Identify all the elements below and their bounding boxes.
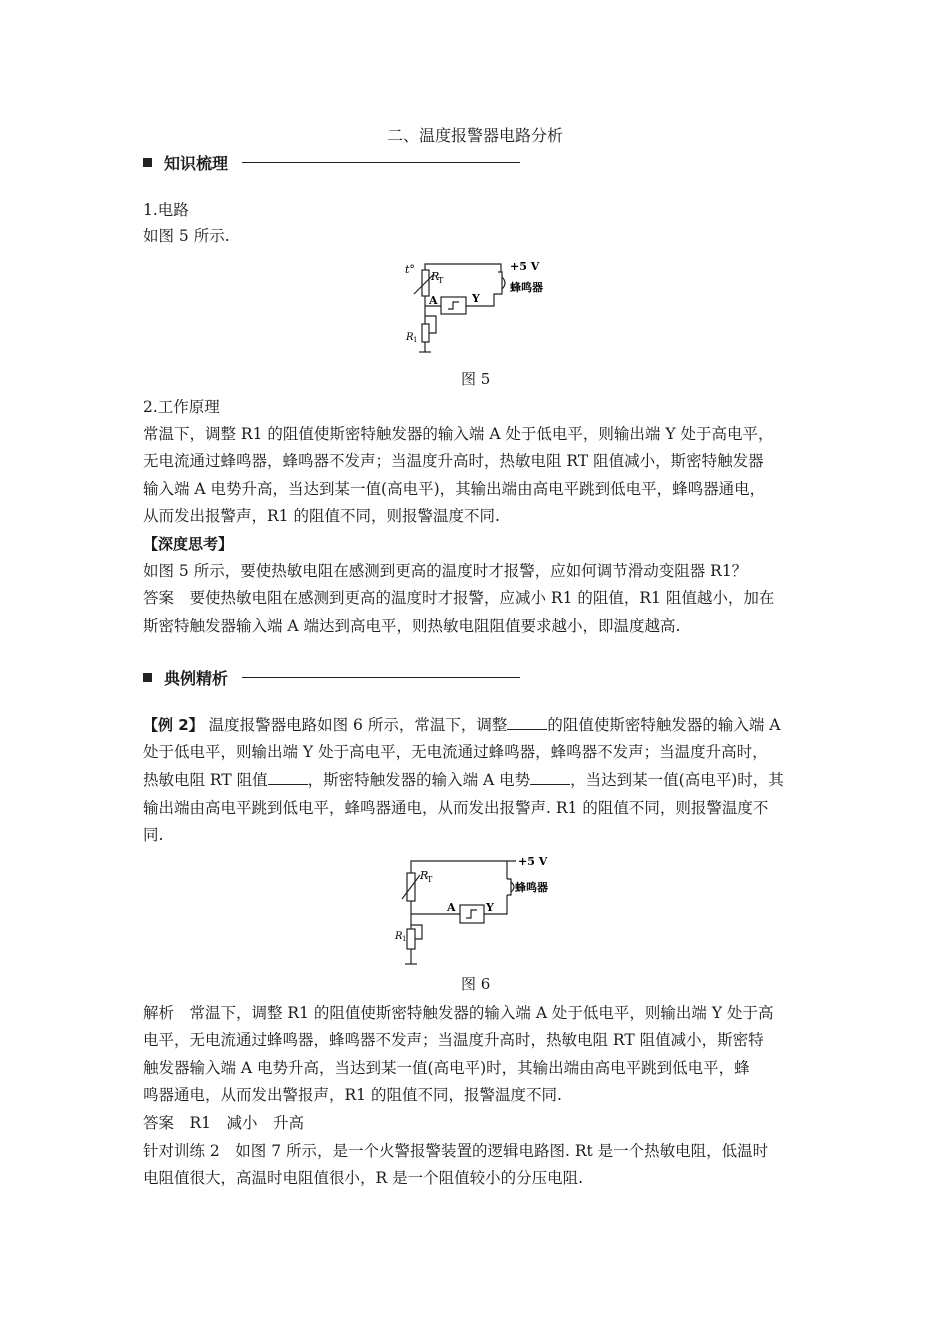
figure-6-caption: 图 6 (461, 975, 491, 993)
resistor-r1 (422, 324, 429, 342)
answer-blank[interactable] (268, 770, 308, 785)
example-line-5: 同. (143, 826, 164, 844)
principle-heading: 2.工作原理 (143, 398, 220, 416)
fig6-rt-label: R (420, 869, 429, 882)
section-heading-knowledge (143, 150, 520, 174)
section-rule (242, 162, 520, 163)
example-line-3 (143, 768, 784, 792)
fig6-rt-sub: T (427, 875, 433, 884)
schmitt-trigger (460, 905, 484, 923)
example-line-1 (143, 713, 780, 737)
buzzer-body (498, 272, 502, 294)
figure-5-caption: 图 5 (461, 370, 491, 388)
figure-6-circuit (394, 853, 564, 973)
example-text: 热敏电阻 RT 阻值 (143, 771, 268, 789)
answer-line: 答案 R1 减小 升高 (143, 1114, 305, 1132)
wire-y (466, 294, 498, 306)
example-label: 【例 2】 (143, 716, 204, 734)
fig5-r1-label: R (406, 332, 414, 343)
buzzer-body (507, 879, 511, 895)
fig6-r1-sub: 1 (402, 935, 407, 943)
example-text: 的阻值使斯密特触发器的输入端 A (547, 716, 781, 734)
deep-answer-line: 答案 要使热敏电阻在感测到更高的温度时才报警，应减小 R1 的阻值，R1 阻值越小，加在 (143, 589, 775, 607)
fig6-buzzer-label: 蜂鸣器 (515, 881, 548, 894)
circuit-heading: 1.电路 (143, 201, 189, 219)
analysis-line: 鸣器通电，从而发出警报声，R1 的阻值不同，报警温度不同. (143, 1086, 562, 1104)
section-bullet-icon (143, 673, 152, 682)
analysis-line: 电平，无电流通过蜂鸣器，蜂鸣器不发声；当温度升高时，热敏电阻 RT 阻值减小，斯密特 (143, 1031, 764, 1049)
fig5-r1-sub: 1 (413, 336, 418, 344)
fig5-rt-label: R (431, 270, 440, 283)
figure-5-circuit (396, 258, 586, 358)
section-rule (242, 677, 520, 678)
principle-line: 从而发出报警声，R1 的阻值不同，则报警温度不同. (143, 507, 500, 525)
section-heading-examples (143, 665, 520, 689)
section-title: 典例精析 (164, 668, 229, 688)
section-title: 知识梳理 (164, 153, 229, 173)
fig5-vcc-label: +5 V (510, 260, 540, 273)
principle-line: 常温下，调整 R1 的阻值使斯密特触发器的输入端 A 处于低电平，则输出端 Y 处于高电平， (143, 425, 774, 443)
deep-question: 如图 5 所示，要使热敏电阻在感测到更高的温度时才报警，应如何调节滑动变阻器 R1？ (143, 562, 748, 580)
example-text: ，当达到某一值(高电平)时，其 (570, 771, 784, 789)
fig5-a-label: A (429, 294, 438, 307)
deep-answer-line: 斯密特触发器输入端 A 端达到高电平，则热敏电阻阻值要求越小，即温度越高. (143, 617, 681, 635)
circuit-ref: 如图 5 所示. (143, 227, 230, 245)
section-bullet-icon (143, 158, 152, 167)
resistor-r1 (407, 929, 415, 949)
analysis-line: 触发器输入端 A 电势升高，当达到某一值(高电平)时，其输出端由高电平跳到低电平，蜂 (143, 1059, 750, 1077)
analysis-line: 解析 常温下，调整 R1 的阻值使斯密特触发器的输入端 A 处于低电平，则输出端 Y 处于高 (143, 1004, 774, 1022)
example-text: 温度报警器电路如图 6 所示，常温下，调整 (208, 716, 508, 734)
fig5-buzzer-label: 蜂鸣器 (510, 281, 543, 294)
example-text: ，斯密特触发器的输入端 A 电势 (307, 771, 531, 789)
deep-thinking-heading: 【深度思考】 (143, 535, 234, 553)
fig6-y-label: Y (486, 901, 494, 914)
example-line-2: 处于低电平，则输出端 Y 处于高电平，无电流通过蜂鸣器，蜂鸣器不发声；当温度升高时， (143, 743, 768, 761)
page-title: 二、温度报警器电路分析 (386, 126, 563, 145)
fig6-a-label: A (447, 901, 456, 914)
fig5-y-label: Y (472, 292, 480, 305)
fig5-rt-sub: T (438, 276, 444, 285)
example-line-4: 输出端由高电平跳到低电平，蜂鸣器通电，从而发出报警声. R1 的阻值不同，则报警温度不 (143, 799, 769, 817)
principle-line: 输入端 A 电势升高，当达到某一值(高电平)，其输出端由高电平跳到低电平，蜂鸣器通电， (143, 480, 766, 498)
answer-blank[interactable] (530, 770, 570, 785)
practice-line: 针对训练 2 如图 7 所示，是一个火警报警装置的逻辑电路图. Rt 是一个热敏电阻，低温时 (143, 1142, 769, 1160)
practice-line: 电阻值很大，高温时电阻值很小，R 是一个阻值较小的分压电阻. (143, 1169, 584, 1187)
principle-line: 无电流通过蜂鸣器，蜂鸣器不发声；当温度升高时，热敏电阻 RT 阻值减小，斯密特触发器 (143, 452, 764, 470)
fig6-vcc-label: +5 V (518, 855, 548, 868)
fig6-r1-label: R (395, 931, 403, 942)
fig5-t-label: t° (405, 263, 415, 276)
answer-blank[interactable] (507, 715, 547, 730)
